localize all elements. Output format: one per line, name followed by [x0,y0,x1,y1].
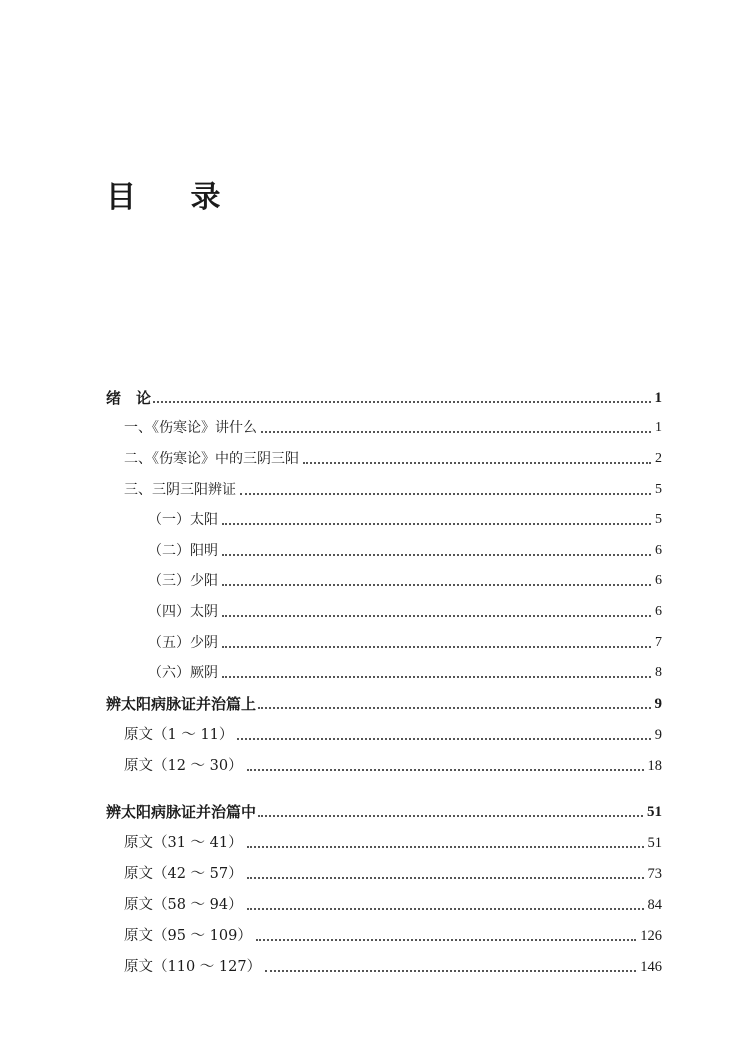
dot-leader [247,908,644,910]
dot-leader [247,877,644,879]
toc-label: 原文（58 ～ 94） [124,897,243,913]
toc-entry[interactable] [124,724,662,746]
toc-entry[interactable] [148,540,662,562]
toc-label: （五）少阴 [148,635,218,651]
toc-page-number: 126 [640,928,662,944]
toc-label: 原文（31 ～ 41） [124,835,243,851]
dot-leader [222,615,651,617]
toc-label: 二、《伤寒论》中的三阴三阳 [124,451,299,467]
toc-page-number: 18 [647,758,662,774]
toc-entry[interactable] [124,956,662,978]
dot-leader [258,815,643,817]
toc-page-number: 6 [655,543,662,558]
toc-label: 绪 论 [106,389,152,407]
toc-entry[interactable] [148,601,662,623]
toc-entry[interactable] [148,662,662,684]
toc-page-number: 73 [647,866,662,882]
toc-entry-chapter[interactable] [106,801,662,823]
toc-label: （六）厥阴 [148,665,218,681]
toc-entry[interactable] [124,832,662,854]
dot-leader [247,769,644,771]
toc-entry[interactable] [148,509,662,531]
toc-page-number: 2 [655,451,662,466]
dot-leader [153,401,650,403]
toc-entry[interactable] [124,894,662,916]
toc-page-number: 5 [655,482,662,497]
toc-label: 一、《伤寒论》讲什么 [124,420,257,436]
toc-entry[interactable] [148,632,662,654]
toc-label: 三、三阴三阳辨证 [124,482,236,498]
toc-entry-chapter[interactable] [106,693,662,715]
dot-leader [222,646,651,648]
dot-leader [256,939,636,941]
toc-label: 原文（42 ～ 57） [124,866,243,882]
toc-page-number: 8 [655,665,662,680]
toc-label: 原文（110 ～ 127） [124,959,262,975]
toc-page-number: 1 [654,390,662,406]
toc-entry[interactable] [124,479,662,501]
toc-entry[interactable] [124,755,662,777]
dot-leader [303,462,651,464]
toc-label: （二）阳明 [148,543,218,559]
toc-page-number: 146 [640,959,662,975]
toc-entry[interactable] [124,863,662,885]
toc-label: （四）太阴 [148,604,218,620]
toc-page-number: 84 [647,897,662,913]
dot-leader [222,523,651,525]
dot-leader [247,846,644,848]
dot-leader [258,707,650,709]
toc-label: 辨太阳病脉证并治篇上 [106,695,257,713]
page-title: 目 录 [106,180,243,215]
toc-page-number: 51 [647,835,662,851]
toc-entry-introduction[interactable] [106,387,662,409]
toc-page-number: 9 [654,696,662,712]
dot-leader [222,584,651,586]
dot-leader [261,431,651,433]
toc-entry[interactable] [124,448,662,470]
dot-leader [222,676,651,678]
toc-page-number: 5 [655,512,662,527]
toc-page-number: 6 [655,573,662,588]
toc-entry[interactable] [124,925,662,947]
toc-page-number: 1 [655,420,662,435]
toc-page-number: 6 [655,604,662,619]
toc-page-number: 9 [654,727,662,743]
dot-leader [240,493,651,495]
toc-label: 辨太阳病脉证并治篇中 [106,803,257,821]
dot-leader [265,970,636,972]
toc-label: （一）太阳 [148,512,218,528]
toc-entry[interactable] [148,570,662,592]
dot-leader [222,554,651,556]
toc-label: 原文（1 ～ 11） [124,727,234,743]
toc-label: （三）少阳 [148,573,218,589]
toc-label: 原文（95 ～ 109） [124,928,252,944]
toc-label: 原文（12 ～ 30） [124,758,243,774]
dot-leader [237,738,650,740]
toc-entry[interactable] [124,417,662,439]
toc-page-number: 51 [647,804,662,820]
toc-page-number: 7 [655,635,662,650]
